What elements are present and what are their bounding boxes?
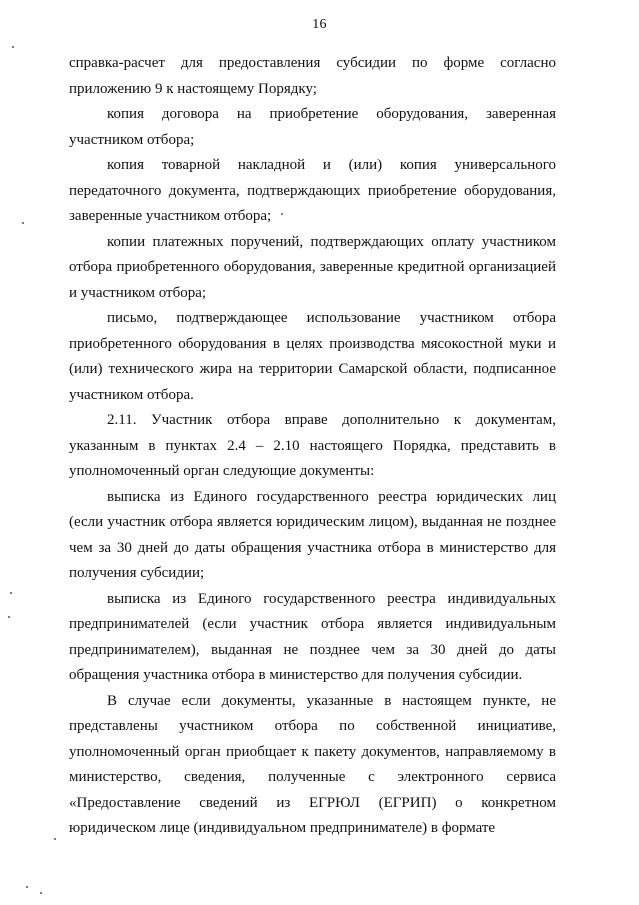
scan-speck <box>12 46 14 48</box>
scan-speck <box>54 838 56 840</box>
scan-speck <box>26 886 28 888</box>
document-body <box>69 51 556 842</box>
scan-speck <box>10 592 12 594</box>
paragraph: копия товарной накладной и (или) копия универсального передаточного документа, подтверждающих приобретение оборудования, заверенные участником отбора; <box>69 157 556 224</box>
scan-speck <box>8 616 10 618</box>
page-number: 16 <box>312 17 327 32</box>
scan-speck <box>22 222 24 224</box>
paragraph: выписка из Единого государственного реестра индивидуальных предпринимателей (если участник отбора является индивидуальным предпринимателем), выданная не позднее чем за 30 дней до даты обращения участника отбора в министерство для получения субсидии. <box>69 590 556 683</box>
paragraph: копии платежных поручений, подтверждающих оплату участником отбора приобретенного оборудования, заверенные кредитной организацией и участником отбора; <box>69 233 556 301</box>
paragraph: справка-расчет для предоставления субсидии по форме согласно приложению 9 к настоящему Порядку; <box>69 55 556 97</box>
paragraph: письмо, подтверждающее использование участником отбора приобретенного оборудования в целях производства мясокостной муки и (или) технического жира на территории Самарской области, подписанное участником отбора. <box>69 310 556 403</box>
paragraph: копия договора на приобретение оборудования, заверенная участником отбора; <box>69 106 556 148</box>
paragraph: 2.11. Участник отбора вправе дополнительно к документам, указанным в пунктах 2.4 – 2.10 настоящего Порядка, представить в уполномоченный орган следующие документы: <box>69 412 556 479</box>
scan-speck <box>40 892 42 894</box>
scan-speck <box>281 213 283 215</box>
paragraph: В случае если документы, указанные в настоящем пункте, не представлены участником отбора по собственной инициативе, уполномоченный орган приобщает к пакету документов, направляемому в министерство, сведения, полученные с электронного сервиса «Предоставление сведений из ЕГРЮЛ (ЕГРИП) о конкретном юридическом лице (индивидуальном предпринимателе) в формате <box>69 692 556 836</box>
paragraph: выписка из Единого государственного реестра юридических лиц (если участник отбора является юридическим лицом), выданная не позднее чем за 30 дней до даты обращения участника отбора в министерство для получения субсидии; <box>69 488 556 581</box>
